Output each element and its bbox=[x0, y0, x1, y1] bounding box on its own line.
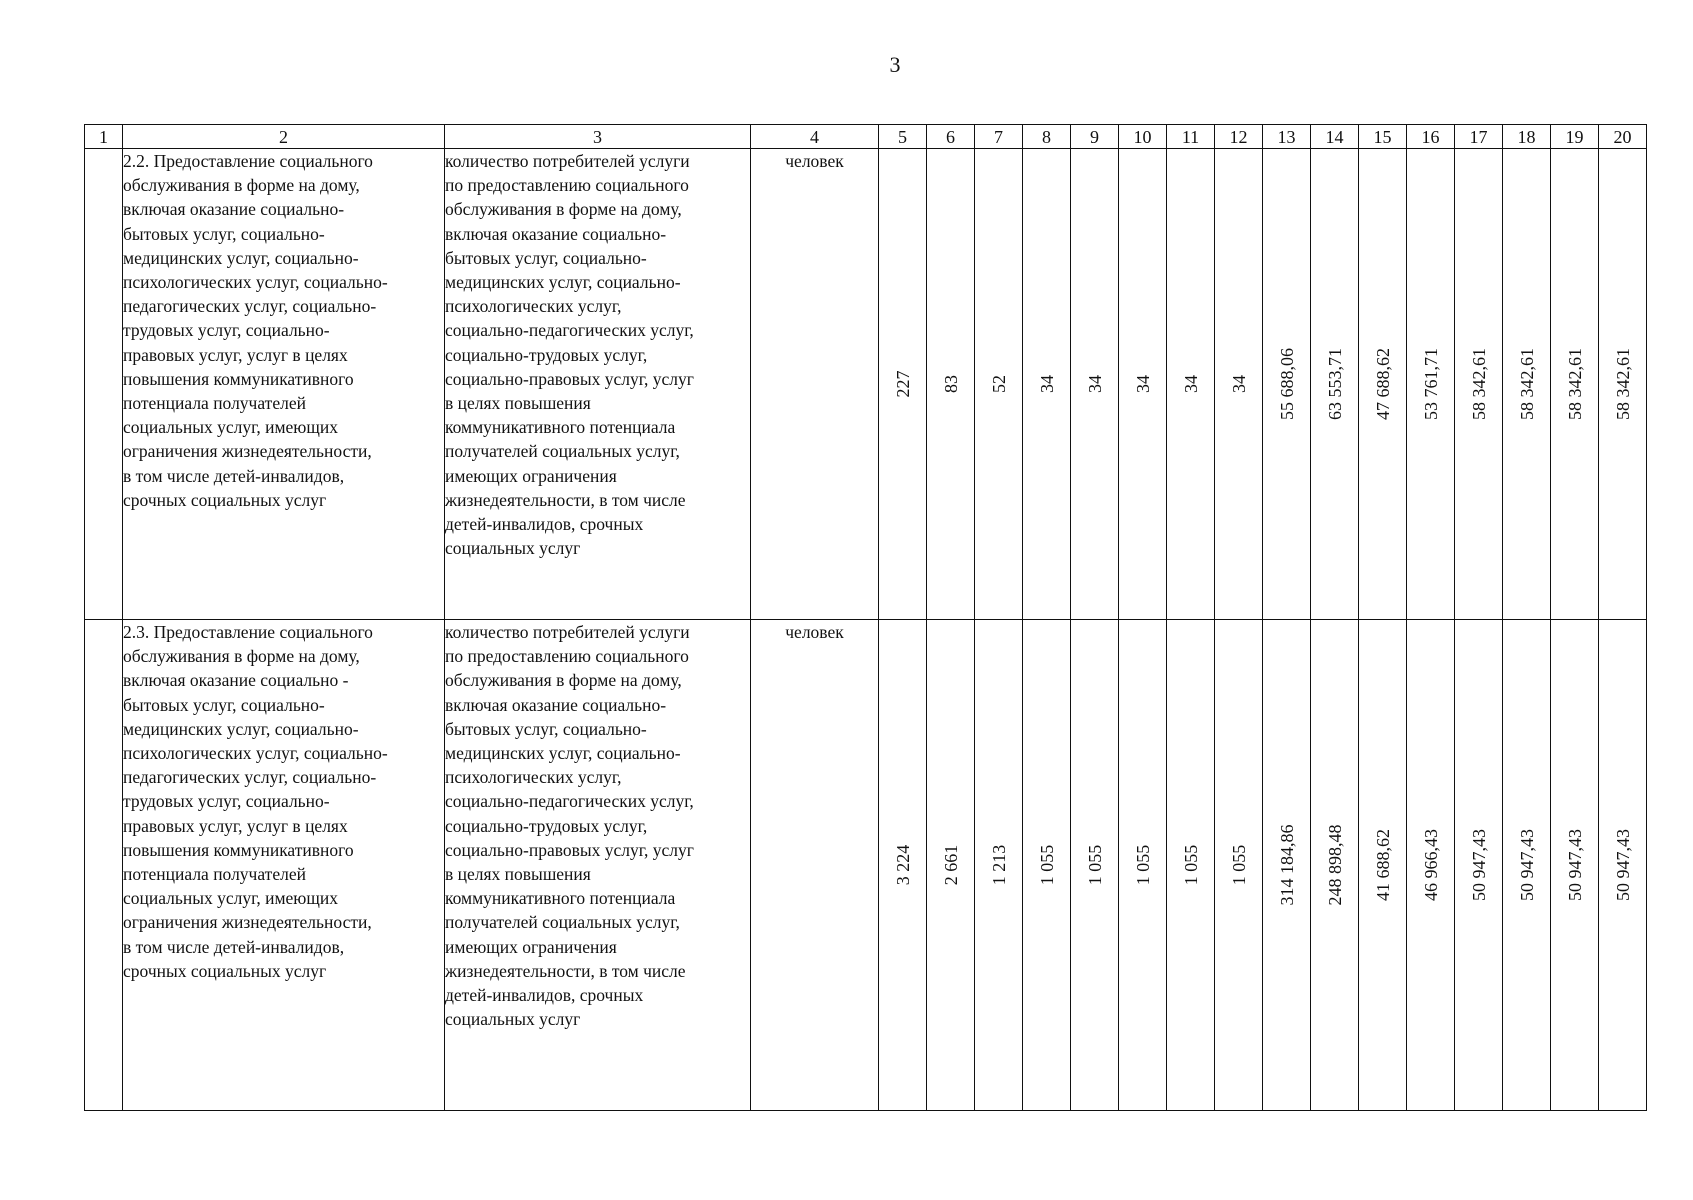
page-number: 3 bbox=[889, 52, 901, 77]
indicator-cell: количество потребителей услуги по предоставлению социального обслуживания в форме на дому, включая оказание социально- бытовых услуг, социально- медицинских услуг, социально- психологических услуг, социально-педагогических услуг, социально-трудовых услуг, социально-правовых услуг, услуг в целях повышения коммуникативного потенциала получателей социальных услуг, имеющих ограничения жизнедеятельности, в том числе детей-инвалидов, срочных социальных услуг bbox=[445, 149, 751, 620]
value-text: 1 055 bbox=[1036, 844, 1057, 886]
value-cell bbox=[1023, 149, 1071, 620]
value-cell bbox=[1023, 620, 1071, 1111]
value-cell bbox=[1167, 149, 1215, 620]
value-text: 248 898,48 bbox=[1324, 824, 1345, 906]
value-cell bbox=[1311, 620, 1359, 1111]
value-text: 50 947,43 bbox=[1564, 829, 1585, 901]
unit-cell: человек bbox=[751, 620, 879, 1111]
value-text: 50 947,43 bbox=[1516, 829, 1537, 901]
value-cell bbox=[1119, 149, 1167, 620]
services-table bbox=[84, 124, 1647, 1111]
column-number: 13 bbox=[1263, 125, 1311, 149]
value-cell bbox=[1503, 149, 1551, 620]
value-cell bbox=[1263, 149, 1311, 620]
indicator-cell: количество потребителей услуги по предоставлению социального обслуживания в форме на дому, включая оказание социально- бытовых услуг, социально- медицинских услуг, социально- психологических услуг, социально-педагогических услуг, социально-трудовых услуг, социально-правовых услуг, услуг в целях повышения коммуникативного потенциала получателей социальных услуг, имеющих ограничения жизнедеятельности, в том числе детей-инвалидов, срочных социальных услуг bbox=[445, 620, 751, 1111]
value-cell bbox=[1071, 620, 1119, 1111]
value-cell bbox=[1551, 620, 1599, 1111]
column-number: 11 bbox=[1167, 125, 1215, 149]
column-number: 3 bbox=[445, 125, 751, 149]
value-cell bbox=[1455, 620, 1503, 1111]
value-text: 58 342,61 bbox=[1516, 348, 1537, 420]
column-number: 16 bbox=[1407, 125, 1455, 149]
table-row bbox=[85, 149, 1647, 620]
value-cell bbox=[879, 149, 927, 620]
value-cell bbox=[1119, 620, 1167, 1111]
row-index-cell bbox=[85, 149, 123, 620]
value-text: 34 bbox=[1084, 375, 1105, 393]
column-number: 10 bbox=[1119, 125, 1167, 149]
value-text: 1 213 bbox=[988, 844, 1009, 886]
value-cell bbox=[1599, 620, 1647, 1111]
value-cell bbox=[1359, 620, 1407, 1111]
value-text: 58 342,61 bbox=[1564, 348, 1585, 420]
column-number: 5 bbox=[879, 125, 927, 149]
value-text: 83 bbox=[940, 375, 961, 393]
value-text: 34 bbox=[1036, 375, 1057, 393]
column-number: 9 bbox=[1071, 125, 1119, 149]
value-cell bbox=[1263, 620, 1311, 1111]
value-cell bbox=[1599, 149, 1647, 620]
value-text: 46 966,43 bbox=[1420, 829, 1441, 901]
column-number: 20 bbox=[1599, 125, 1647, 149]
column-number: 2 bbox=[123, 125, 445, 149]
value-text: 34 bbox=[1228, 375, 1249, 393]
value-text: 1 055 bbox=[1084, 844, 1105, 886]
value-text: 3 224 bbox=[892, 844, 913, 886]
value-text: 50 947,43 bbox=[1468, 829, 1489, 901]
column-number: 15 bbox=[1359, 125, 1407, 149]
value-cell bbox=[1071, 149, 1119, 620]
value-cell bbox=[1311, 149, 1359, 620]
unit-cell: человек bbox=[751, 149, 879, 620]
value-text: 1 055 bbox=[1228, 844, 1249, 886]
value-text: 63 553,71 bbox=[1324, 348, 1345, 420]
value-text: 52 bbox=[988, 375, 1009, 393]
value-cell bbox=[975, 620, 1023, 1111]
value-cell bbox=[1359, 149, 1407, 620]
value-text: 53 761,71 bbox=[1420, 348, 1441, 420]
column-number: 12 bbox=[1215, 125, 1263, 149]
column-number: 19 bbox=[1551, 125, 1599, 149]
value-cell bbox=[1551, 149, 1599, 620]
value-cell bbox=[975, 149, 1023, 620]
value-cell bbox=[1455, 149, 1503, 620]
service-name-cell: 2.3. Предоставление социального обслуживания в форме на дому, включая оказание социально - бытовых услуг, социально- медицинских услуг, социально- психологических услуг, социально- педагогических услуг, социально- трудовых услуг, социально- правовых услуг, услуг в целях повышения коммуникативного потенциала получателей социальных услуг, имеющих ограничения жизнедеятельности, в том числе детей-инвалидов, срочных социальных услуг bbox=[123, 620, 445, 1111]
value-cell bbox=[1215, 149, 1263, 620]
value-text: 1 055 bbox=[1180, 844, 1201, 886]
value-text: 34 bbox=[1180, 375, 1201, 393]
column-number: 18 bbox=[1503, 125, 1551, 149]
column-number: 6 bbox=[927, 125, 975, 149]
value-text: 58 342,61 bbox=[1612, 348, 1633, 420]
value-text: 227 bbox=[892, 370, 913, 398]
column-number: 17 bbox=[1455, 125, 1503, 149]
value-text: 58 342,61 bbox=[1468, 348, 1489, 420]
value-cell bbox=[1407, 620, 1455, 1111]
value-cell bbox=[927, 620, 975, 1111]
column-number: 7 bbox=[975, 125, 1023, 149]
column-number: 4 bbox=[751, 125, 879, 149]
value-text: 314 184,86 bbox=[1276, 824, 1297, 906]
value-text: 47 688,62 bbox=[1372, 348, 1393, 420]
service-name-cell: 2.2. Предоставление социального обслуживания в форме на дому, включая оказание социально- бытовых услуг, социально- медицинских услуг, социально- психологических услуг, социально- педагогических услуг, социально- трудовых услуг, социально- правовых услуг, услуг в целях повышения коммуникативного потенциала получателей социальных услуг, имеющих ограничения жизнедеятельности, в том числе детей-инвалидов, срочных социальных услуг bbox=[123, 149, 445, 620]
table-row bbox=[85, 620, 1647, 1111]
column-number: 8 bbox=[1023, 125, 1071, 149]
column-number-row bbox=[85, 125, 1647, 149]
value-text: 34 bbox=[1132, 375, 1153, 393]
value-cell bbox=[1407, 149, 1455, 620]
value-cell bbox=[1503, 620, 1551, 1111]
row-index-cell bbox=[85, 620, 123, 1111]
value-text: 55 688,06 bbox=[1276, 348, 1297, 420]
value-cell bbox=[927, 149, 975, 620]
value-cell bbox=[879, 620, 927, 1111]
column-number: 14 bbox=[1311, 125, 1359, 149]
value-text: 50 947,43 bbox=[1612, 829, 1633, 901]
value-cell bbox=[1215, 620, 1263, 1111]
value-text: 2 661 bbox=[940, 844, 961, 886]
value-text: 1 055 bbox=[1132, 844, 1153, 886]
value-cell bbox=[1167, 620, 1215, 1111]
column-number: 1 bbox=[85, 125, 123, 149]
value-text: 41 688,62 bbox=[1372, 829, 1393, 901]
